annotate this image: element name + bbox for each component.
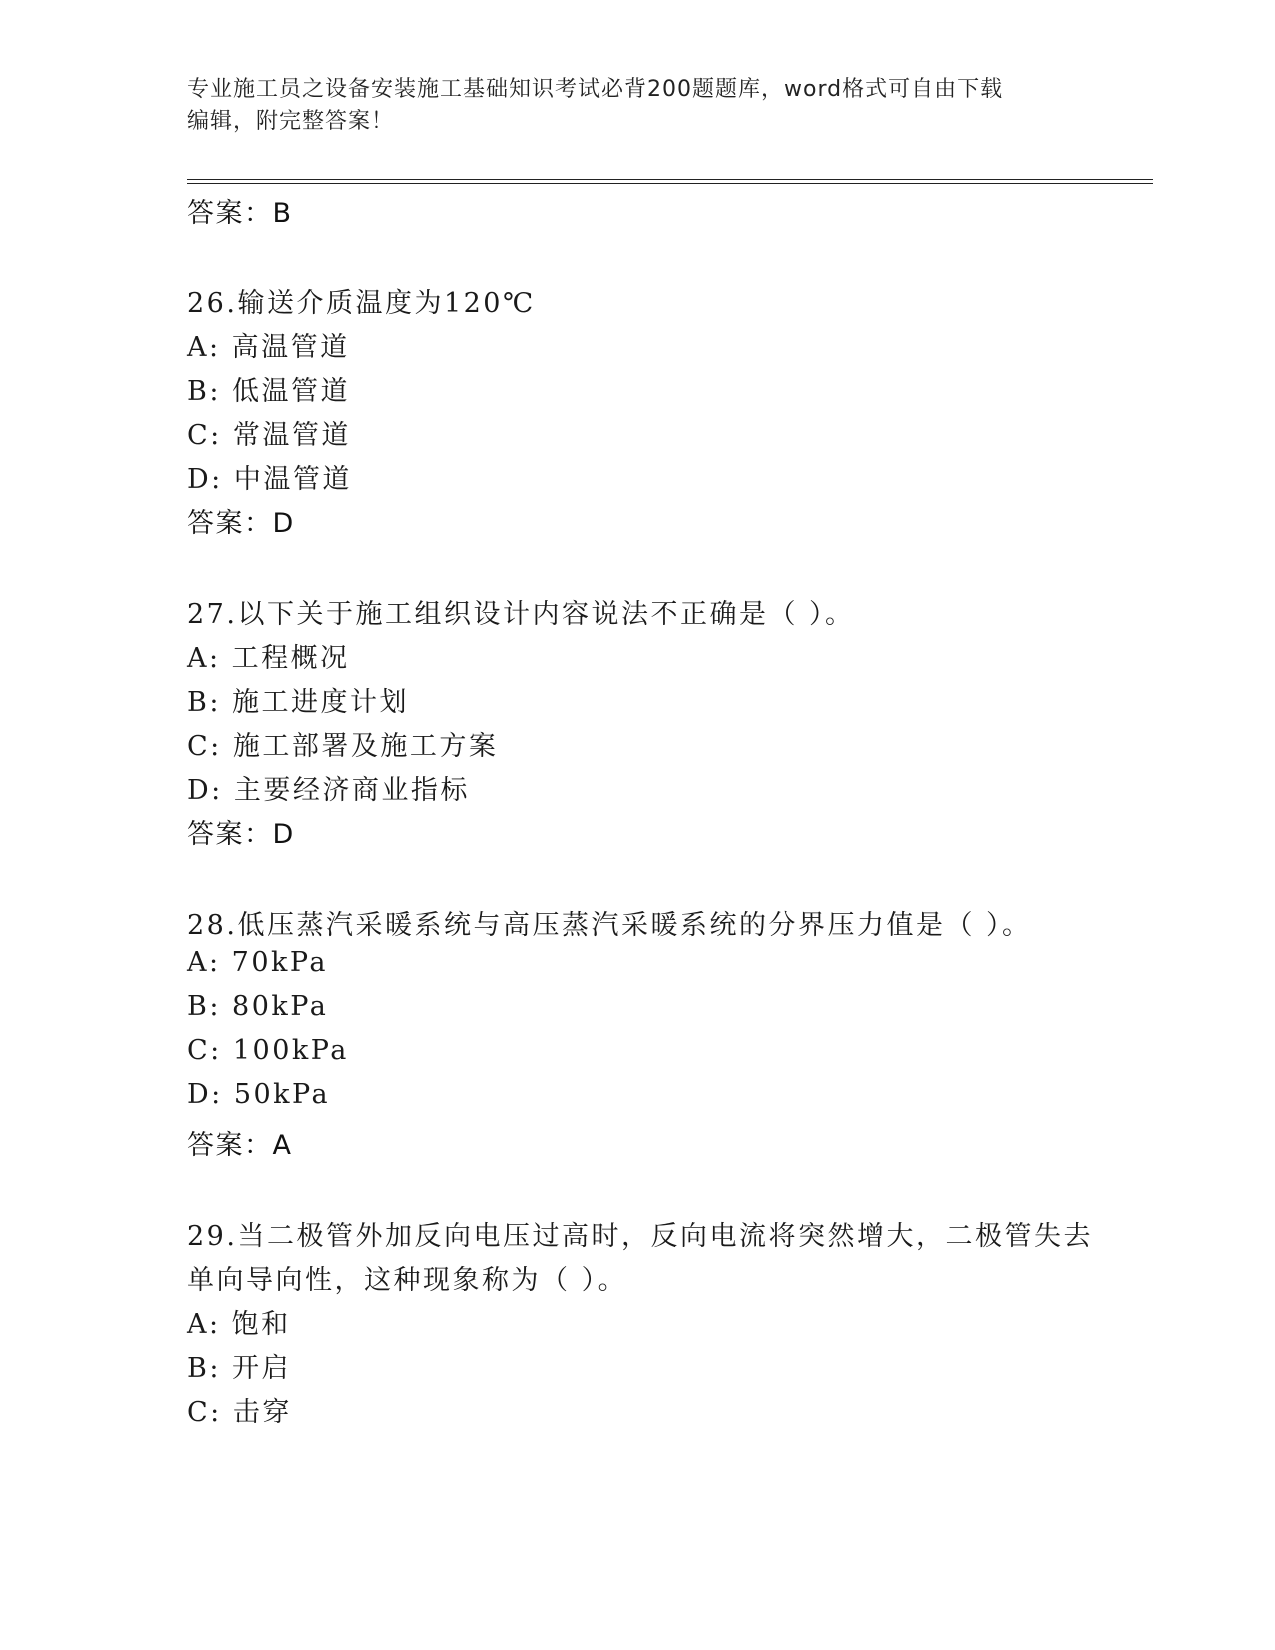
header-line-1: 专业施工员之设备安装施工基础知识考试必背200题题库，word格式可自由下载 [187,77,1004,102]
option-b: B: 开启 [187,1353,292,1384]
option-c: C: 100kPa [187,1035,349,1066]
option-a: A: 工程概况 [187,643,350,674]
option-d: D: 50kPa [187,1079,331,1110]
answer-line: 答案：A [187,1130,293,1161]
option-c: C: 常温管道 [187,420,351,451]
question-stem-line-2: 单向导向性，这种现象称为（ ）。 [187,1265,628,1296]
header-divider-bottom [187,183,1153,184]
option-c: C: 击穿 [187,1397,292,1428]
answer-line: 答案：D [187,508,295,539]
option-a: A: 70kPa [187,947,328,978]
option-a: A: 高温管道 [187,332,350,363]
answer-line: 答案：B [187,198,293,229]
question-stem: 28.低压蒸汽采暖系统与高压蒸汽采暖系统的分界压力值是（ ）。 [187,910,1032,941]
option-a: A: 饱和 [187,1309,291,1340]
question-stem: 26.输送介质温度为120℃ [187,288,536,319]
option-d: D: 中温管道 [187,464,352,495]
option-b: B: 施工进度计划 [187,687,410,718]
header-line-2: 编辑，附完整答案！ [187,109,395,134]
question-stem-line-1: 29.当二极管外加反向电压过高时，反向电流将突然增大，二极管失去 [187,1221,1093,1252]
question-stem: 27.以下关于施工组织设计内容说法不正确是（ ）。 [187,599,855,630]
option-b: B: 80kPa [187,991,329,1022]
header-divider-top [187,179,1153,180]
option-d: D: 主要经济商业指标 [187,775,470,806]
answer-line: 答案：D [187,819,295,850]
option-c: C: 施工部署及施工方案 [187,731,499,762]
option-b: B: 低温管道 [187,376,351,407]
document-header [187,74,1087,138]
